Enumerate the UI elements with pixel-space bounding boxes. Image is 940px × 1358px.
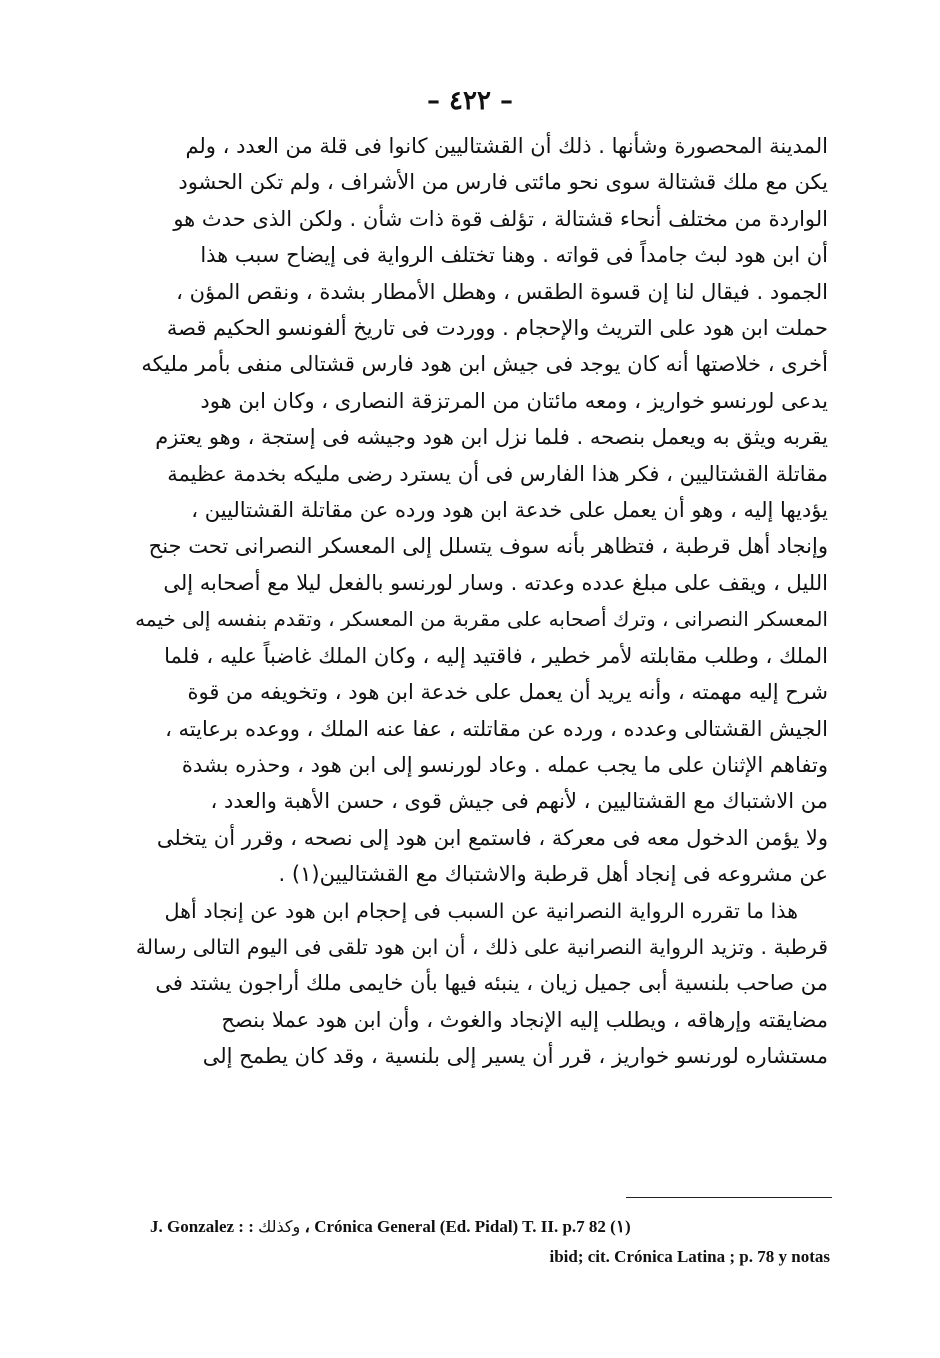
text-line: يدعى لورنسو خواريز ، ومعه مائتان من المرتزقة النصارى ، وكان ابن هود [200,388,828,413]
text-line: الجمود . فيقال لنا إن قسوة الطقس ، وهطل الأمطار بشدة ، ونقص المؤن ، [176,279,828,304]
footnote-divider [626,1197,832,1198]
footnote-author: J. Gonzalez : : [150,1217,254,1236]
footnote-citation: (١) Crónica General (Ed. Pidal) T. II. p.7 82 ، [304,1217,631,1236]
footnote-arabic-word: وكذلك [258,1217,301,1236]
text-line: الملك ، وطلب مقابلته لأمر خطير ، فاقتيد إليه ، وكان الملك غاضباً عليه ، فلما [164,643,828,668]
text-line: الليل ، ويقف على مبلغ عدده وعدته . وسار لورنسو بالفعل ليلا مع أصحابه إلى [163,570,828,595]
text-line: من صاحب بلنسية أبى جميل زيان ، ينبئه فيها بأن خايمى ملك أراجون يشتد فى [155,971,828,996]
paragraph [128,893,828,1075]
text-line: مستشاره لورنسو خواريز ، قرر أن يسير إلى بلنسية ، وقد كان يطمح إلى [202,1044,828,1069]
text-line: وإنجاد أهل قرطبة ، فتظاهر بأنه سوف يتسلل إلى المعسكر النصرانى تحت جنح [148,534,828,559]
footnote-line: ibid; cit. Crónica Latina ; p. 78 y notas [549,1247,830,1266]
text-line: شرح إليه مهمته ، وأنه يريد أن يعمل على خدعة ابن هود ، وتخويفه من قوة [187,680,828,705]
text-line: عن مشروعه فى إنجاد أهل قرطبة والاشتباك مع القشتاليين(١) . [278,862,828,887]
text-line: يؤديها إليه ، وهو أن يعمل على خدعة ابن هود ورده عن مقاتلة القشتاليين ، [191,498,828,523]
text-line: هذا ما تقرره الرواية النصرانية عن السبب فى إحجام ابن هود عن إنجاد أهل [164,898,798,923]
text-line: حملت ابن هود على التريث والإحجام . ووردت فى تاريخ ألفونسو الحكيم قصة [166,316,828,341]
text-line: الجيش القشتالى وعدده ، ورده عن مقاتلته ، عفا عنه الملك ، ووعده برعايته ، [165,716,828,741]
text-line: قرطبة . وتزيد الرواية النصرانية على ذلك ، أن ابن هود تلقى فى اليوم التالى رسالة [135,934,828,959]
text-line: يقربه ويثق به ويعمل بنصحه . فلما نزل ابن هود وجيشه فى إستجة ، وهو يعتزم [155,425,828,450]
text-line: أخرى ، خلاصتها أنه كان يوجد فى جيش ابن هود فارس قشتالى منفى بأمر مليكه [141,352,828,377]
paragraph [128,128,828,893]
text-line: المعسكر النصرانى ، وترك أصحابه على مقربة من المعسكر ، وتقدم بنفسه إلى خيمه [135,607,828,632]
text-line: الواردة من مختلف أنحاء قشتالة ، تؤلف قوة ذات شأن . ولكن الذى حدث هو [173,206,828,231]
text-line: يكن مع ملك قشتالة سوى نحو مائتى فارس من الأشراف ، ولم تكن الحشود [178,170,828,195]
text-line: مضايقته وإرهاقه ، ويطلب إليه الإنجاد والغوث ، وأن ابن هود عملا بنصح [221,1007,828,1032]
text-line: ولا يؤمن الدخول معه فى معركة ، فاستمع ابن هود إلى نصحه ، وقرر أن يتخلى [156,825,828,850]
main-text [128,128,828,1075]
footnote-line [150,1212,830,1242]
text-line: من الاشتباك مع القشتاليين ، لأنهم فى جيش قوى ، حسن الأهبة والعدد ، [210,789,828,814]
page-number: – ٤٢٢ – [426,86,514,116]
footnote [150,1212,830,1272]
text-line: المدينة المحصورة وشأنها . ذلك أن القشتاليين كانوا فى قلة من العدد ، ولم [185,134,828,158]
text-line: أن ابن هود لبث جامداً فى قواته . وهنا تختلف الرواية فى إيضاح سبب هذا [200,243,828,268]
text-line: مقاتلة القشتاليين ، فكر هذا الفارس فى أن يسترد رضى مليكه بخدمة عظيمة [167,461,828,486]
text-line: وتفاهم الإثنان على ما يجب عمله . وعاد لورنسو إلى ابن هود ، وحذره بشدة [181,752,828,777]
